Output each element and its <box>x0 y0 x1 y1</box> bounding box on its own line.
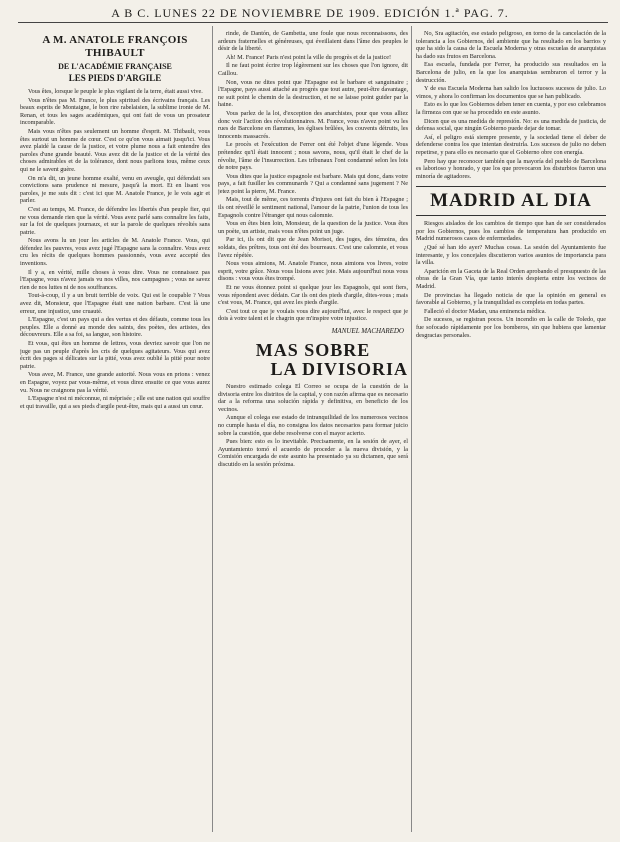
paragraph: De sucesos, se registran pocos. Un incendio en la calle de Toledo, que fue sofocado rápidamente por los bomberos, sin que hubiera que lamentar desgracias personales. <box>416 316 606 339</box>
madrid-al-dia-title: MADRID AL DIA <box>416 186 606 216</box>
column-divider <box>212 26 213 832</box>
article-title: A M. ANATOLE FRANÇOIS THIBAULT <box>42 34 188 59</box>
article-body <box>20 88 210 410</box>
paragraph: Y de esa Escuela Moderna han salido los luctuosos sucesos de julio. Lo vimos, y ahora lo confirman los documentos que se han publicado. <box>416 85 606 100</box>
paragraph: Así, el peligro está siempre presente, y la sociedad tiene el deber de defenderse contra los que intentan destruirla. Los sucesos de julio no deben repetirse, y para ello es necesario que el Gobierno obre con energía. <box>416 133 606 156</box>
paragraph: De provincias ha llegado noticia de que la opinión en general es favorable al Gobierno, y la tranquilidad es completa en todas partes. <box>416 291 606 307</box>
madrid-body <box>416 220 606 339</box>
article-body-2 <box>218 383 408 469</box>
paragraph: Pero hay que reconocer también que la mayoría del pueblo de Barcelona es laborioso y honrado, y que los que provocaron los disturbios fueron una minoría de agitadores. <box>416 157 606 180</box>
paragraph: Aunque el colega ese estado de intranquilidad de los numerosos vecinos no cumple hasta el día, no consigna los datos necesarios para formar juicio sobre la cuestión, que debe resolverse con el mayor acierto. <box>218 414 408 437</box>
paragraph: C'est tout ce que je voulais vous dire aujourd'hui, avec le respect que je dois à votre talent et le chagrin que m'inspire votre injustice. <box>218 307 408 323</box>
paragraph: ¿Qué sé han ido ayer? Muchas cosas. La sesión del Ayuntamiento fue interesante, y los concejales discutieron varios asuntos de importancia para la villa. <box>416 244 606 267</box>
paragraph: Vous en êtes bien loin, Monsieur, de la question de la justice. Vous êtes un poète, un artiste, mais vous n'êtes point un juge. <box>218 220 408 235</box>
page-header: A B C. LUNES 22 DE NOVIEMBRE DE 1909. EDICIÓN 1.ª PAG. 7. <box>111 6 509 20</box>
header-rule <box>18 22 608 23</box>
column-3 <box>416 30 606 820</box>
paragraph: Falleció el doctor Madan, una eminencia médica. <box>424 307 546 315</box>
paragraph: Esto es lo que los Gobiernos deben tener en cuenta, y por eso celebramos la firmeza con que se ha procedido en este asunto. <box>416 101 606 116</box>
paragraph: Dicen que es una medida de represión. No: es una medida de justicia, de defensa social, que ningún Gobierno puede dejar de tomar. <box>416 117 606 133</box>
article-body <box>218 30 408 323</box>
paragraph: Nous avons lu un jour les articles de M. Anatole France. Vous, qui défendez les pauvres, vous avez jugé l'Espagne sans la connaître. Vous avez cru les récits de quelques hommes passionnés, vous avez accepté des inventions. <box>20 237 210 268</box>
paragraph: Vous parlez de la loi, d'exception des anarchistes, pour que vous alliez donc voir l'action des révolutionnaires. M. France, vous n'avez point vu les rues de Barcelone en flammes, les églises brûlées, les couvents détruits, les innocents massacrés. <box>218 109 408 140</box>
paragraph: Vous êtes, lorsque le peuple le plus vigilant de la terre, était aussi vive. <box>28 88 203 95</box>
paragraph: Mais vous n'êtes pas seulement un homme d'esprit. M. Thibault, vous êtes surtout un homme de cœur. C'est ce qu'on vous aimait jusqu'ici. Vous avez plaidé la cause de la justice, et votre plume nous a fait entendre des paroles d'une grande beauté. Vous avez dit de la justice et de la vérité des choses admirables et de la tolérance, dont nous parlions tous, même ceux qui ne le savent guère. <box>20 127 210 173</box>
column-divider <box>411 26 412 832</box>
paragraph: Vous avez, M. France, une grande autorité. Nous vous en prions : venez en Espagne, voyez par vous-même, et vous direz ensuite ce que vous aurez vu. Nous ne craignons pas la vérité. <box>20 371 210 394</box>
paragraph: C'est au temps, M. France, de défendre les libertés d'un peuple fier, qui ne vous demande rien que la vérité. Vous avez parlé sans connaître les faits, sur la foi de quelques journaux, et sur la parole de quelques révoltés sans patrie. <box>20 205 210 236</box>
paragraph: Aparición en la Gaceta de la Real Orden aprobando el presupuesto de las obras de la Gran Vía, que tanto interés despierta entre los vecinos de Madrid. <box>416 267 606 291</box>
signature: MANUEL MACHAREDO <box>331 326 404 335</box>
column-2 <box>218 30 408 820</box>
paragraph: Le procès et l'exécution de Ferrer ont été l'objet d'une légende. Vous prétendez qu'il était innocent ; nous savons, nous, qu'il était le chef de la révolte, l'âme de l'insurrection. Les tribunaux l'ont condamné selon les lois de notre pays. <box>218 141 408 172</box>
section-title-line-2: LA DIVISORIA <box>270 358 408 379</box>
article-subtitle: DE L'ACADÉMIE FRANÇAISE <box>58 62 172 71</box>
paragraph: Et ne vous étonnez point si quelque jour les Espagnols, qui sont fiers, vous répondent avec dédain. Car ils ont des pieds d'argile, dites-vous ; mais c'est vous, M. France, qui avez les pieds d'argile. <box>218 284 408 307</box>
paragraph: On m'a dit, un jeune homme exalté, venu en aveugle, qui défendait ses convictions sans prudence ni mesure, jusqu'à la mort. Et en lisant vos paroles, je me suis dit : c'est ici que M. Anatole France, je le vois agir et parler. <box>20 174 210 205</box>
paragraph: Ah! M. France! Paris n'est point la ville du progrès et de la justice! <box>226 53 392 61</box>
paragraph: Il ne faut point écrire trop légèrement sur les choses que l'on ignore, dit Caillou. <box>218 62 408 77</box>
paragraph: Vous n'êtes pas M. France, le plus spirituel des écrivains français. Les beaux esprits de Montaigne, le bon rire rabelaisien, la sublime ironie de M. Renan, et tous les sages académiques, qui ont fait de vous un prosateur incomparable. <box>20 96 210 127</box>
paragraph: No, Sra agitación, ese estado peligroso, en torno de la cancelación de la tolerancia a los Gobiernos, del ambiente que ha resultado en los barrios y que ha sido la causa de la Escuela Moderna y otras escuelas de anarquistas ha dado sus frutos en Barcelona. <box>416 30 606 60</box>
section-title-line-1: MAS SOBRE <box>255 339 371 360</box>
paragraph: Tout-à-coup, il y a un bruit terrible de voix. Qui est le coupable ? Vous avez dit, Monsieur, que l'Espagne était une nation barbare. C'est là une erreur, une injustice, une cruauté. <box>20 292 210 315</box>
paragraph: Mais, tout de même, ces torrents d'injures ont fait du bien à l'Espagne ; ils ont réveillé le sentiment national, l'amour de la patrie, l'union de tous les Espagnols contre l'étranger qui nous calomnie. <box>218 196 408 219</box>
article-subtitle-2: LES PIEDS D'ARGILE <box>68 73 162 83</box>
paragraph: Esa escuela, fundada por Ferrer, ha producido sus resultados en la Barcelona de julio, en la que los anarquistas sembraron el terror y la destrucción. <box>416 61 606 84</box>
article-body <box>416 30 606 180</box>
paragraph: Non, vous ne dites point que l'Espagne est le barbare et sanguinaire ; l'Espagne, pays aussi attaché au progrès que tout autre, peut-être davantage, ne suit point le chemin de la destruction, et ne se laisse point guider par la haine. <box>218 78 408 109</box>
paragraph: Vous dites que la justice espagnole est barbare. Mais qui donc, dans votre pays, a fait fusiller les communards ? Qui a condamné sans jugement ? Ne jetez point la pierre, M. France. <box>218 172 408 195</box>
paragraph: Et vous, qui êtes un homme de lettres, vous devriez savoir que l'on ne juge pas un peuple d'après les cris de quelques agitateurs. Vous qui avez écrit des pages si délicates sur la pitié, vous avez oublié la pitié pour notre patrie. <box>20 340 210 370</box>
paragraph: Riesgos aislados de los cambios de tiempo que han de ser considerados por los Gobiernos, pues los cambios de temperatura han producido en Madrid numerosos casos de enfermedades. <box>416 220 606 243</box>
paragraph: Il y a, en vérité, mille choses à vous dire. Vous ne connaissez pas l'Espagne, vous n'avez jamais vu nos villes, nos campagnes ; vous ne savez rien de nos luttes ni de nos souffrances. <box>20 268 210 291</box>
paragraph: Pues bien: esto es lo inevitable. Precisamente, en la sesión de ayer, el Ayuntamiento tomó el acuerdo de proceder a la nueva división, y la Comisión encargada de este asunto ha presentado ya su dictamen, que será discutido en la sesión próxima. <box>218 438 408 468</box>
paragraph: L'Espagne n'est ni méconnue, ni méprisée ; elle est une nation qui souffre et qui travaille, qui a ses pieds d'argile peut-être, mais qui a aussi un cœur. <box>20 395 210 410</box>
paragraph: L'Espagne, c'est un pays qui a des vertus et des défauts, comme tous les peuples. Elle a donné au monde des saints, des poètes, des artistes, des découvreurs. Elle a sa foi, sa langue, son histoire. <box>20 316 210 339</box>
paragraph: Nous vous aimions, M. Anatole France, nous aimions vos livres, votre esprit, votre grâce. Nous vous lisions avec joie. Mais aujourd'hui nous vous disons : vous vous êtes trompé. <box>218 260 408 283</box>
paragraph: rinde, de Dantón, de Gambetta, une foule que nous reconnaissons, des ardeurs fraternelles et généreuses, qui éveillaient dans l'âme des peuples le désir de la liberté. <box>218 30 408 53</box>
paragraph: Par ici, ils ont dit que de Jean Morisot, des juges, des témoins, des soldats, des prêtres, tous ont été des bourreaux. C'est une calomnie, et vous l'avez répétée. <box>218 236 408 259</box>
paragraph: Nuestro estimado colega El Correo se ocupa de la cuestión de la divisoria entre los distritos de la capital, y con razón afirma que es necesario dar a la reforma una solución rápida y definitiva, en beneficio de los vecinos. <box>218 382 408 413</box>
column-1 <box>20 30 210 820</box>
